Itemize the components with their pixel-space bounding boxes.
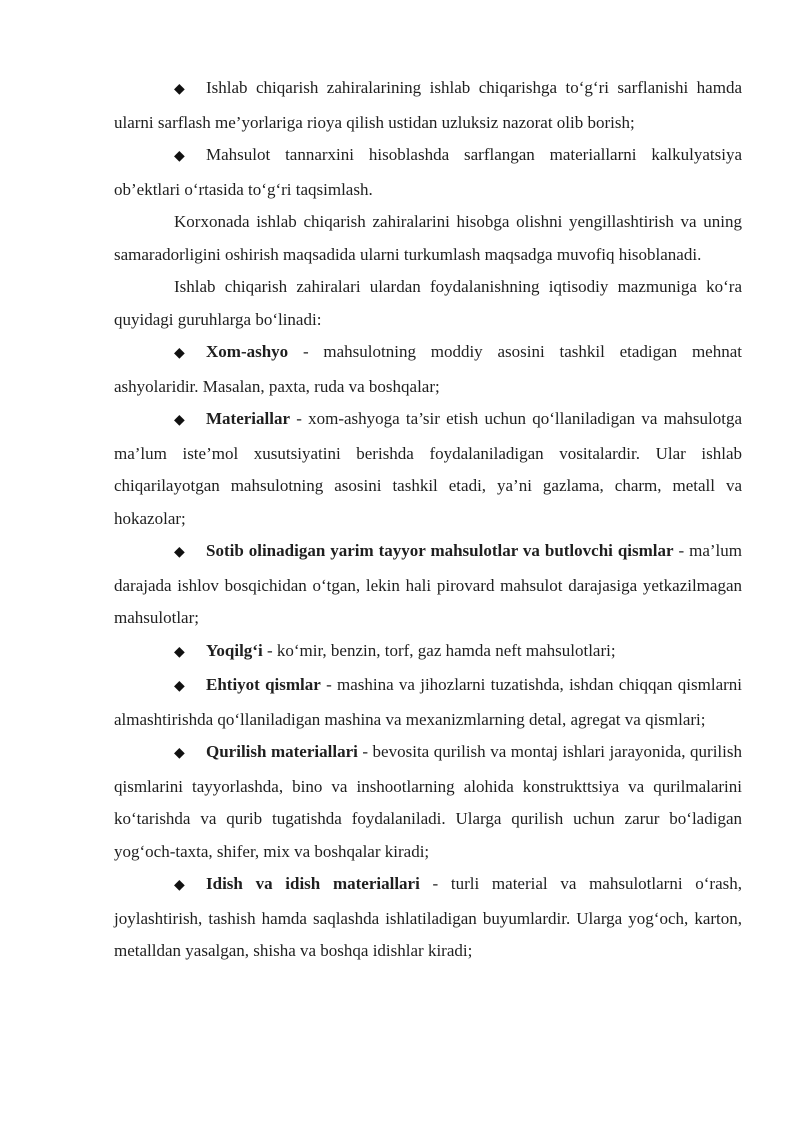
bullet-term: Ehtiyot qismlar <box>206 675 321 694</box>
diamond-bullet-icon: ◆ <box>174 746 185 761</box>
bullet-term: Materiallar <box>206 409 291 428</box>
bullet-term: Yoqilg‘i <box>206 640 263 660</box>
bullet-text: Mahsulot tannarxini hisoblashda sarflangan materiallarni kalkulyatsiya ob’ektlari o‘rtasida to‘g‘ri taqsimlash. <box>114 145 742 199</box>
diamond-bullet-icon: ◆ <box>174 82 185 97</box>
bullet-text: - xom-ashyoga ta’sir etish uchun qo‘llaniladigan va mahsulotga ma’lum iste’mol xusutsiyatini berishda foydalaniladigan vositalardir. Ular ishlab chiqarilayotgan mahsulotning asosini tashkil etadi, ya’ni gazlama, charm, metall va hokazolar; <box>114 409 742 528</box>
diamond-bullet-icon: ◆ <box>174 644 185 660</box>
bullet-text: - ma’lum darajada ishlov bosqichidan o‘tgan, lekin hali pirovard mahsulot darajasiga yetkazilmagan mahsulotlar; <box>114 541 742 627</box>
diamond-bullet-icon: ◆ <box>174 149 185 164</box>
bullet-item-1 <box>114 72 742 139</box>
bullet-text: Ishlab chiqarish zahiralarining ishlab chiqarishga to‘g‘ri sarflanishi hamda ularni sarflash me’yorlariga rioya qilish ustidan uzluksiz nazorat olib borish; <box>114 78 742 132</box>
document-page <box>114 72 742 968</box>
bullet-text: - bevosita qurilish va montaj ishlari jarayonida, qurilish qismlarini tayyorlashda, bino va inshootlarning alohida konstrukttsiya va qurilmalarini ko‘tarishda va qurib tugatishda foydalaniladi. Ularga qurilish uchun zarur bo‘ladigan yog‘och-taxta, shifer, mix va boshqalar kiradi; <box>114 742 742 861</box>
bullet-term: Qurilish materiallari <box>206 742 358 761</box>
bullet-term: Sotib olinadigan yarim tayyor mahsulotlar va butlovchi qismlar <box>206 541 674 560</box>
bullet-text: - mahsulotning moddiy asosini tashkil etadigan mehnat ashyolaridir. Masalan, paxta, ruda va boshqalar; <box>114 342 742 396</box>
paragraph-1: Korxonada ishlab chiqarish zahiralarini hisobga olishni yengillashtirish va uning samaradorligini oshirish maqsadida ularni turkumlash maqsadga muvofiq hisoblanadi. <box>114 212 742 264</box>
bullet-item-3 <box>114 336 742 403</box>
bullet-item-6 <box>114 635 742 670</box>
diamond-bullet-icon: ◆ <box>174 346 185 361</box>
bullet-item-9 <box>114 868 742 968</box>
bullet-item-2 <box>114 139 742 206</box>
bullet-text: - ko‘mir, benzin, torf, gaz hamda neft mahsulotlari; <box>262 640 616 660</box>
diamond-bullet-icon: ◆ <box>174 413 185 428</box>
bullet-term: Xom-ashyo <box>206 342 289 361</box>
diamond-bullet-icon: ◆ <box>174 679 185 694</box>
bullet-term: Idish va idish materiallari <box>206 874 420 893</box>
diamond-bullet-icon: ◆ <box>174 878 185 893</box>
paragraph-2: Ishlab chiqarish zahiralari ulardan foydalanishning iqtisodiy mazmuniga ko‘ra quyidagi guruhlarga bo‘linadi: <box>114 277 742 329</box>
diamond-bullet-icon: ◆ <box>174 545 185 560</box>
bullet-text: - turli material va mahsulotlarni o‘rash, joylashtirish, tashish hamda saqlashda ishlatiladigan buyumlardir. Ularga yog‘och, karton, metalldan yasalgan, shisha va boshqa idishlar kiradi; <box>114 874 742 960</box>
bullet-item-4 <box>114 403 742 535</box>
bullet-text: - mashina va jihozlarni tuzatishda, ishdan chiqqan qismlarni almashtirishda qo‘llaniladigan mashina va mexanizmlarning detal, agregat va qismlari; <box>114 675 742 729</box>
bullet-item-5 <box>114 535 742 635</box>
bullet-item-8 <box>114 736 742 868</box>
bullet-item-7 <box>114 669 742 736</box>
